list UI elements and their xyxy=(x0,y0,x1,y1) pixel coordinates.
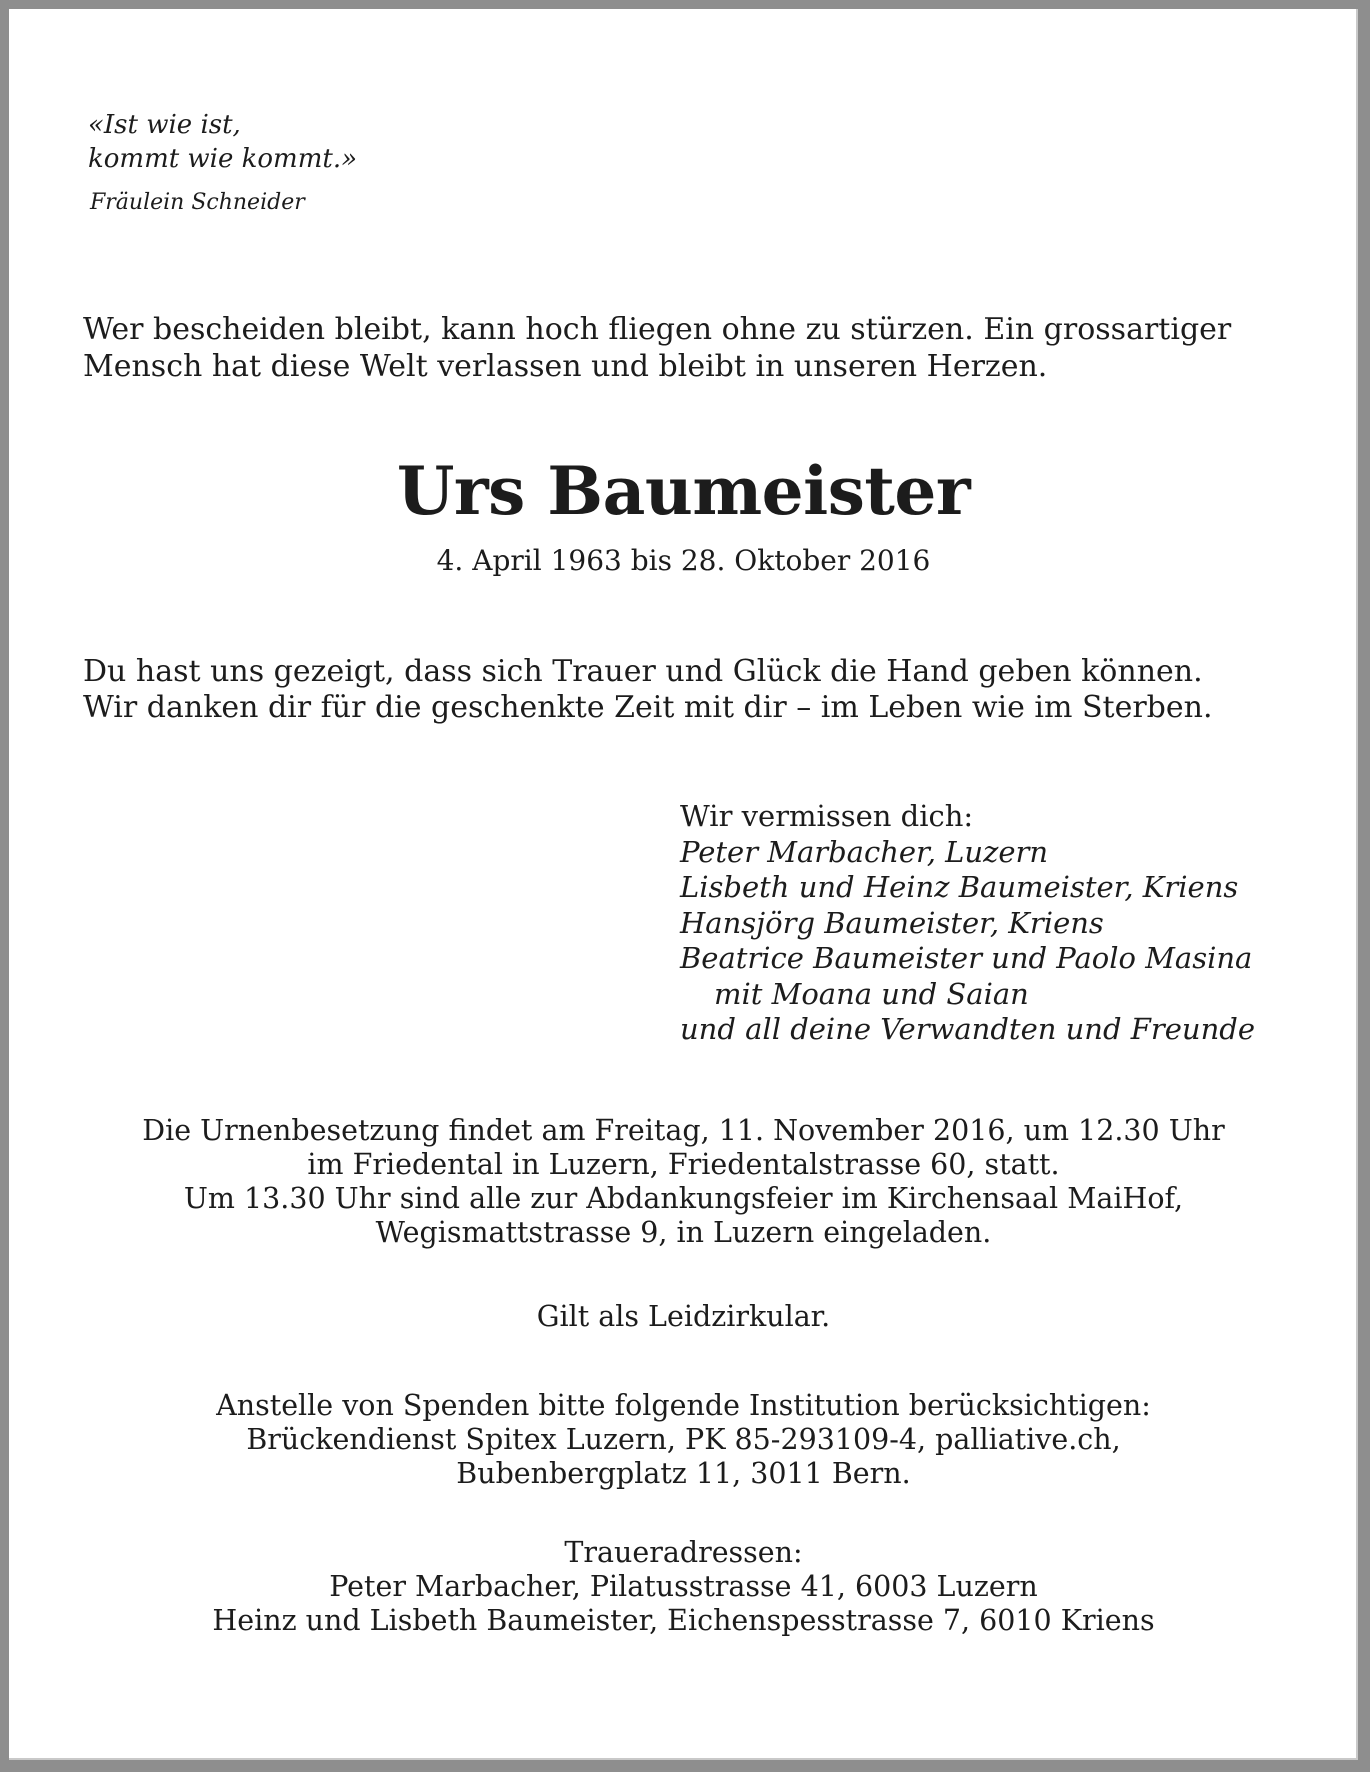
family-list xyxy=(680,799,1255,1048)
motto-quote xyxy=(88,108,357,176)
donation-line: Anstelle von Spenden bitte folgende Institution berücksichtigen: xyxy=(216,1389,1151,1422)
ceremony-info xyxy=(9,1114,1358,1250)
donation-line: Brückendienst Spitex Luzern, PK 85-293109-4, palliative.ch, xyxy=(246,1423,1121,1456)
family-member: Beatrice Baumeister und Paolo Masina xyxy=(680,941,1253,975)
family-member: und all deine Verwandten und Freunde xyxy=(680,1012,1255,1046)
life-dates: 4. April 1963 bis 28. Oktober 2016 xyxy=(436,544,931,577)
family-member: Peter Marbacher, Luzern xyxy=(680,834,1049,869)
intro-line: Mensch hat diese Welt verlassen und bleibt in unseren Herzen. xyxy=(83,349,1048,384)
deceased-name: Urs Baumeister xyxy=(396,452,971,530)
intro-text xyxy=(83,311,1303,385)
thanks-text xyxy=(83,654,1303,726)
motto-line: kommt wie kommt.» xyxy=(88,144,357,174)
ceremony-line: Um 13.30 Uhr sind alle zur Abdankungsfeier im Kirchensaal MaiHof, xyxy=(183,1182,1184,1215)
motto-line: «Ist wie ist, xyxy=(88,110,241,140)
family-member: Lisbeth und Heinz Baumeister, Kriens xyxy=(680,870,1239,904)
address-line: Heinz und Lisbeth Baumeister, Eichenspesstrasse 7, 6010 Kriens xyxy=(212,1604,1155,1637)
mourning-addresses xyxy=(9,1536,1358,1638)
motto-author: Fräulein Schneider xyxy=(90,190,305,215)
donation-info xyxy=(9,1389,1358,1491)
family-member: Hansjörg Baumeister, Kriens xyxy=(680,905,1104,940)
circular-line: Gilt als Leidzirkular. xyxy=(536,1300,831,1333)
family-member: mit Moana und Saian xyxy=(714,976,1029,1011)
thanks-line: Wir danken dir für die geschenkte Zeit mit dir – im Leben wie im Sterben. xyxy=(83,690,1213,725)
circular-note xyxy=(9,1300,1358,1334)
address-line: Peter Marbacher, Pilatusstrasse 41, 6003 Luzern xyxy=(329,1570,1038,1603)
addresses-title: Traueradressen: xyxy=(564,1536,803,1569)
family-lead: Wir vermissen dich: xyxy=(680,799,974,833)
ceremony-line: Die Urnenbesetzung findet am Freitag, 11. November 2016, um 12.30 Uhr xyxy=(142,1114,1225,1147)
donation-line: Bubenbergplatz 11, 3011 Bern. xyxy=(456,1457,911,1490)
intro-line: Wer bescheiden bleibt, kann hoch fliegen ohne zu stürzen. Ein grossartiger xyxy=(83,312,1232,347)
ceremony-line: Wegismattstrasse 9, in Luzern eingeladen. xyxy=(375,1216,992,1249)
ceremony-line: im Friedental in Luzern, Friedentalstrasse 60, statt. xyxy=(307,1148,1060,1181)
obituary-page xyxy=(9,9,1358,1760)
thanks-line: Du hast uns gezeigt, dass sich Trauer und Glück die Hand geben können. xyxy=(83,654,1203,689)
